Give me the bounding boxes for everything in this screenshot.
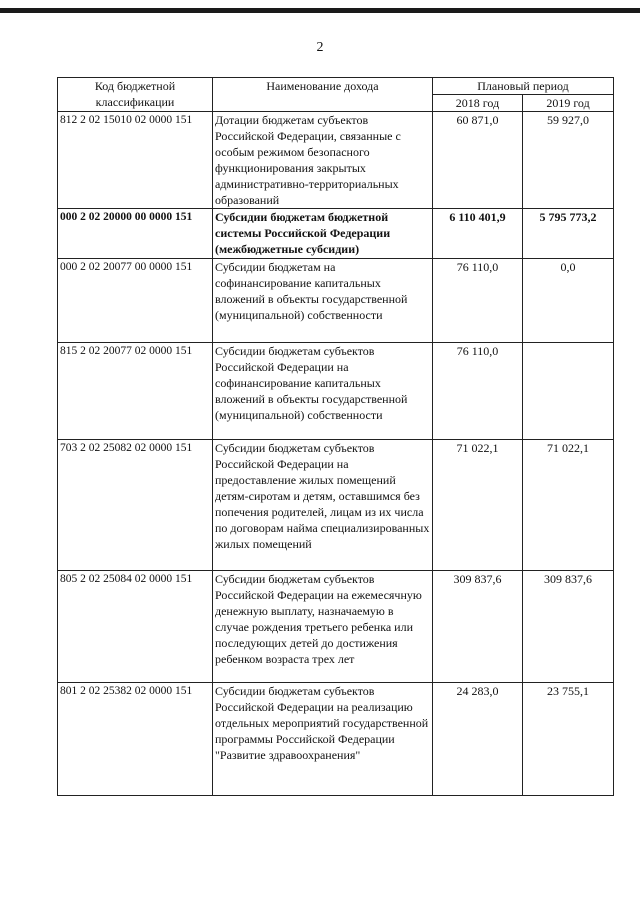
row-code: 703 2 02 25082 02 0000 151 xyxy=(58,440,213,571)
row-value-2018: 24 283,0 xyxy=(433,683,523,796)
row-code: 000 2 02 20000 00 0000 151 xyxy=(58,209,213,259)
row-code: 805 2 02 25084 02 0000 151 xyxy=(58,571,213,683)
row-value-2018: 6 110 401,9 xyxy=(433,209,523,259)
header-year-2019: 2019 год xyxy=(523,95,614,112)
table-row xyxy=(58,259,614,343)
header-name: Наименование дохода xyxy=(213,78,433,112)
header-period: Плановый период xyxy=(433,78,614,95)
budget-table xyxy=(57,77,614,796)
row-value-2019: 5 795 773,2 xyxy=(523,209,614,259)
table-row xyxy=(58,440,614,571)
table-row xyxy=(58,343,614,440)
header-code: Код бюджетной классификации xyxy=(58,78,213,112)
row-value-2019: 59 927,0 xyxy=(523,112,614,209)
table-row xyxy=(58,571,614,683)
row-value-2019: 0,0 xyxy=(523,259,614,343)
row-code: 812 2 02 15010 02 0000 151 xyxy=(58,112,213,209)
table-row xyxy=(58,209,614,259)
header-year-2018: 2018 год xyxy=(433,95,523,112)
table-row xyxy=(58,112,614,209)
table-row xyxy=(58,683,614,796)
row-name: Субсидии бюджетам на софинансирование капитальных вложений в объекты государственной (муниципальной) собственности xyxy=(213,259,433,343)
row-value-2019: 23 755,1 xyxy=(523,683,614,796)
row-name: Субсидии бюджетам субъектов Российской Федерации на ежемесячную денежную выплату, назначаемую в случае рождения третьего ребенка или последующих детей до достижения ребенком возраста трех лет xyxy=(213,571,433,683)
row-code: 801 2 02 25382 02 0000 151 xyxy=(58,683,213,796)
top-rule xyxy=(0,8,640,13)
row-value-2019 xyxy=(523,343,614,440)
row-name: Субсидии бюджетам субъектов Российской Федерации на софинансирование капитальных вложений в объекты государственной (муниципальной) собственности xyxy=(213,343,433,440)
row-name: Дотации бюджетам субъектов Российской Федерации, связанные с особым режимом безопасного функционирования закрытых административно-территориальных образований xyxy=(213,112,433,209)
row-code: 815 2 02 20077 02 0000 151 xyxy=(58,343,213,440)
row-value-2018: 76 110,0 xyxy=(433,343,523,440)
row-value-2018: 60 871,0 xyxy=(433,112,523,209)
row-code: 000 2 02 20077 00 0000 151 xyxy=(58,259,213,343)
row-value-2018: 71 022,1 xyxy=(433,440,523,571)
row-value-2019: 71 022,1 xyxy=(523,440,614,571)
row-value-2018: 309 837,6 xyxy=(433,571,523,683)
row-value-2018: 76 110,0 xyxy=(433,259,523,343)
row-name: Субсидии бюджетам субъектов Российской Федерации на реализацию отдельных мероприятий государственной программы Российской Федерации "Развитие здравоохранения" xyxy=(213,683,433,796)
page-number: 2 xyxy=(316,40,324,55)
row-name: Субсидии бюджетам бюджетной системы Российской Федерации (межбюджетные субсидии) xyxy=(213,209,433,259)
row-value-2019: 309 837,6 xyxy=(523,571,614,683)
row-name: Субсидии бюджетам субъектов Российской Федерации на предоставление жилых помещений детям-сиротам и детям, оставшимся без попечения родителей, лицам из их числа по договорам найма специализированных жилых помещений xyxy=(213,440,433,571)
